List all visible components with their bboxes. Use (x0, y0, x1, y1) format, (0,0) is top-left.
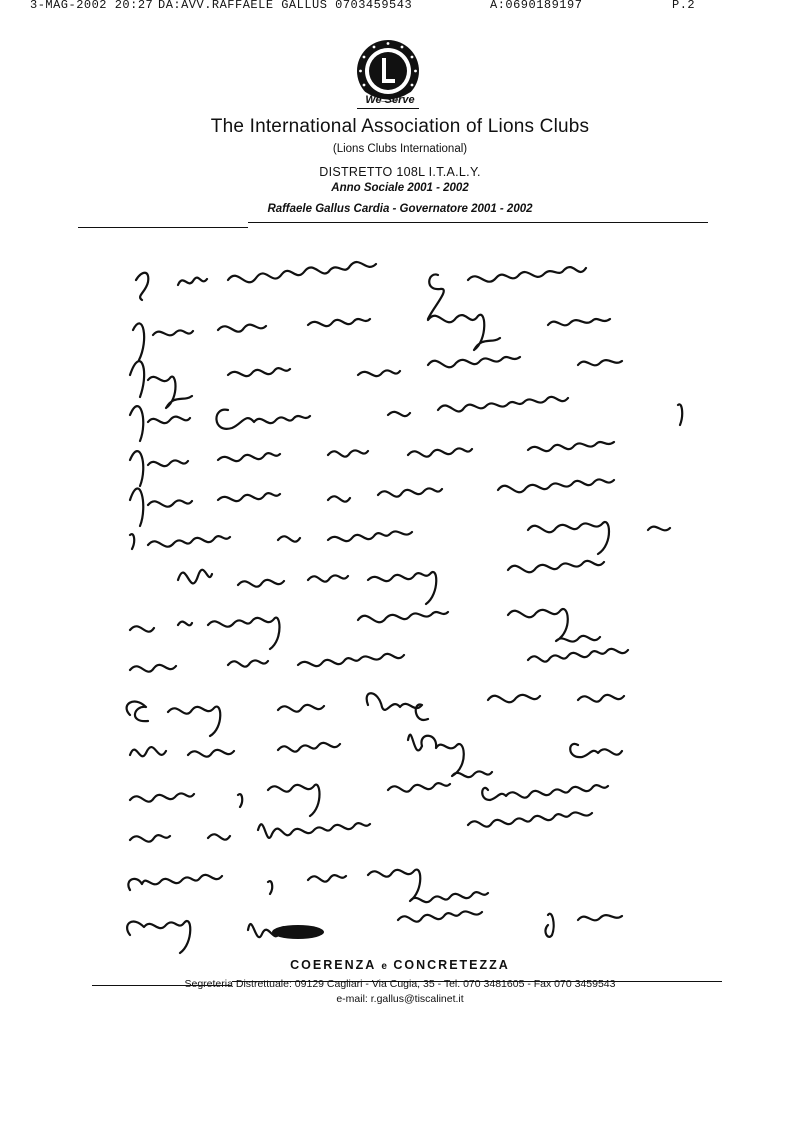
footer-motto-joiner: e (381, 961, 388, 972)
footer-motto-part1: COERENZA (290, 958, 376, 972)
lions-motto: We Serve (365, 94, 415, 106)
header-rule-left (78, 227, 248, 228)
secretariat-email: e-mail: r.gallus@tiscalinet.it (336, 993, 464, 1005)
social-year: Anno Sociale 2001 - 2002 (331, 182, 469, 194)
district-name: DISTRETTO 108L I.T.A.L.Y. (319, 165, 481, 179)
organization-title: The International Association of Lions Clubs (210, 116, 590, 137)
motto-underline (357, 108, 419, 109)
fax-sender: DA:AVV.RAFFAELE GALLUS 0703459543 (158, 0, 413, 12)
fax-header (30, 0, 780, 14)
governor-line: Raffaele Gallus Cardia - Governatore 2001 - 2002 (267, 203, 533, 215)
footer-motto (0, 958, 800, 972)
fax-page: P.2 (672, 0, 696, 12)
organization-subtitle: (Lions Clubs International) (332, 143, 468, 155)
secretariat-address: Segreteria Distrettuale: 09129 Cagliari - Via Cugia, 35 - Tel. 070 3481605 - Fax 070 3459543 (184, 978, 616, 990)
handwritten-letter-body (108, 250, 728, 960)
footer-motto-part2: CONCRETEZZA (393, 958, 510, 972)
fax-date-time: 3-MAG-2002 20:27 (30, 0, 154, 12)
header-rule-right (248, 222, 708, 223)
fax-recipient: A:0690189197 (490, 0, 583, 12)
